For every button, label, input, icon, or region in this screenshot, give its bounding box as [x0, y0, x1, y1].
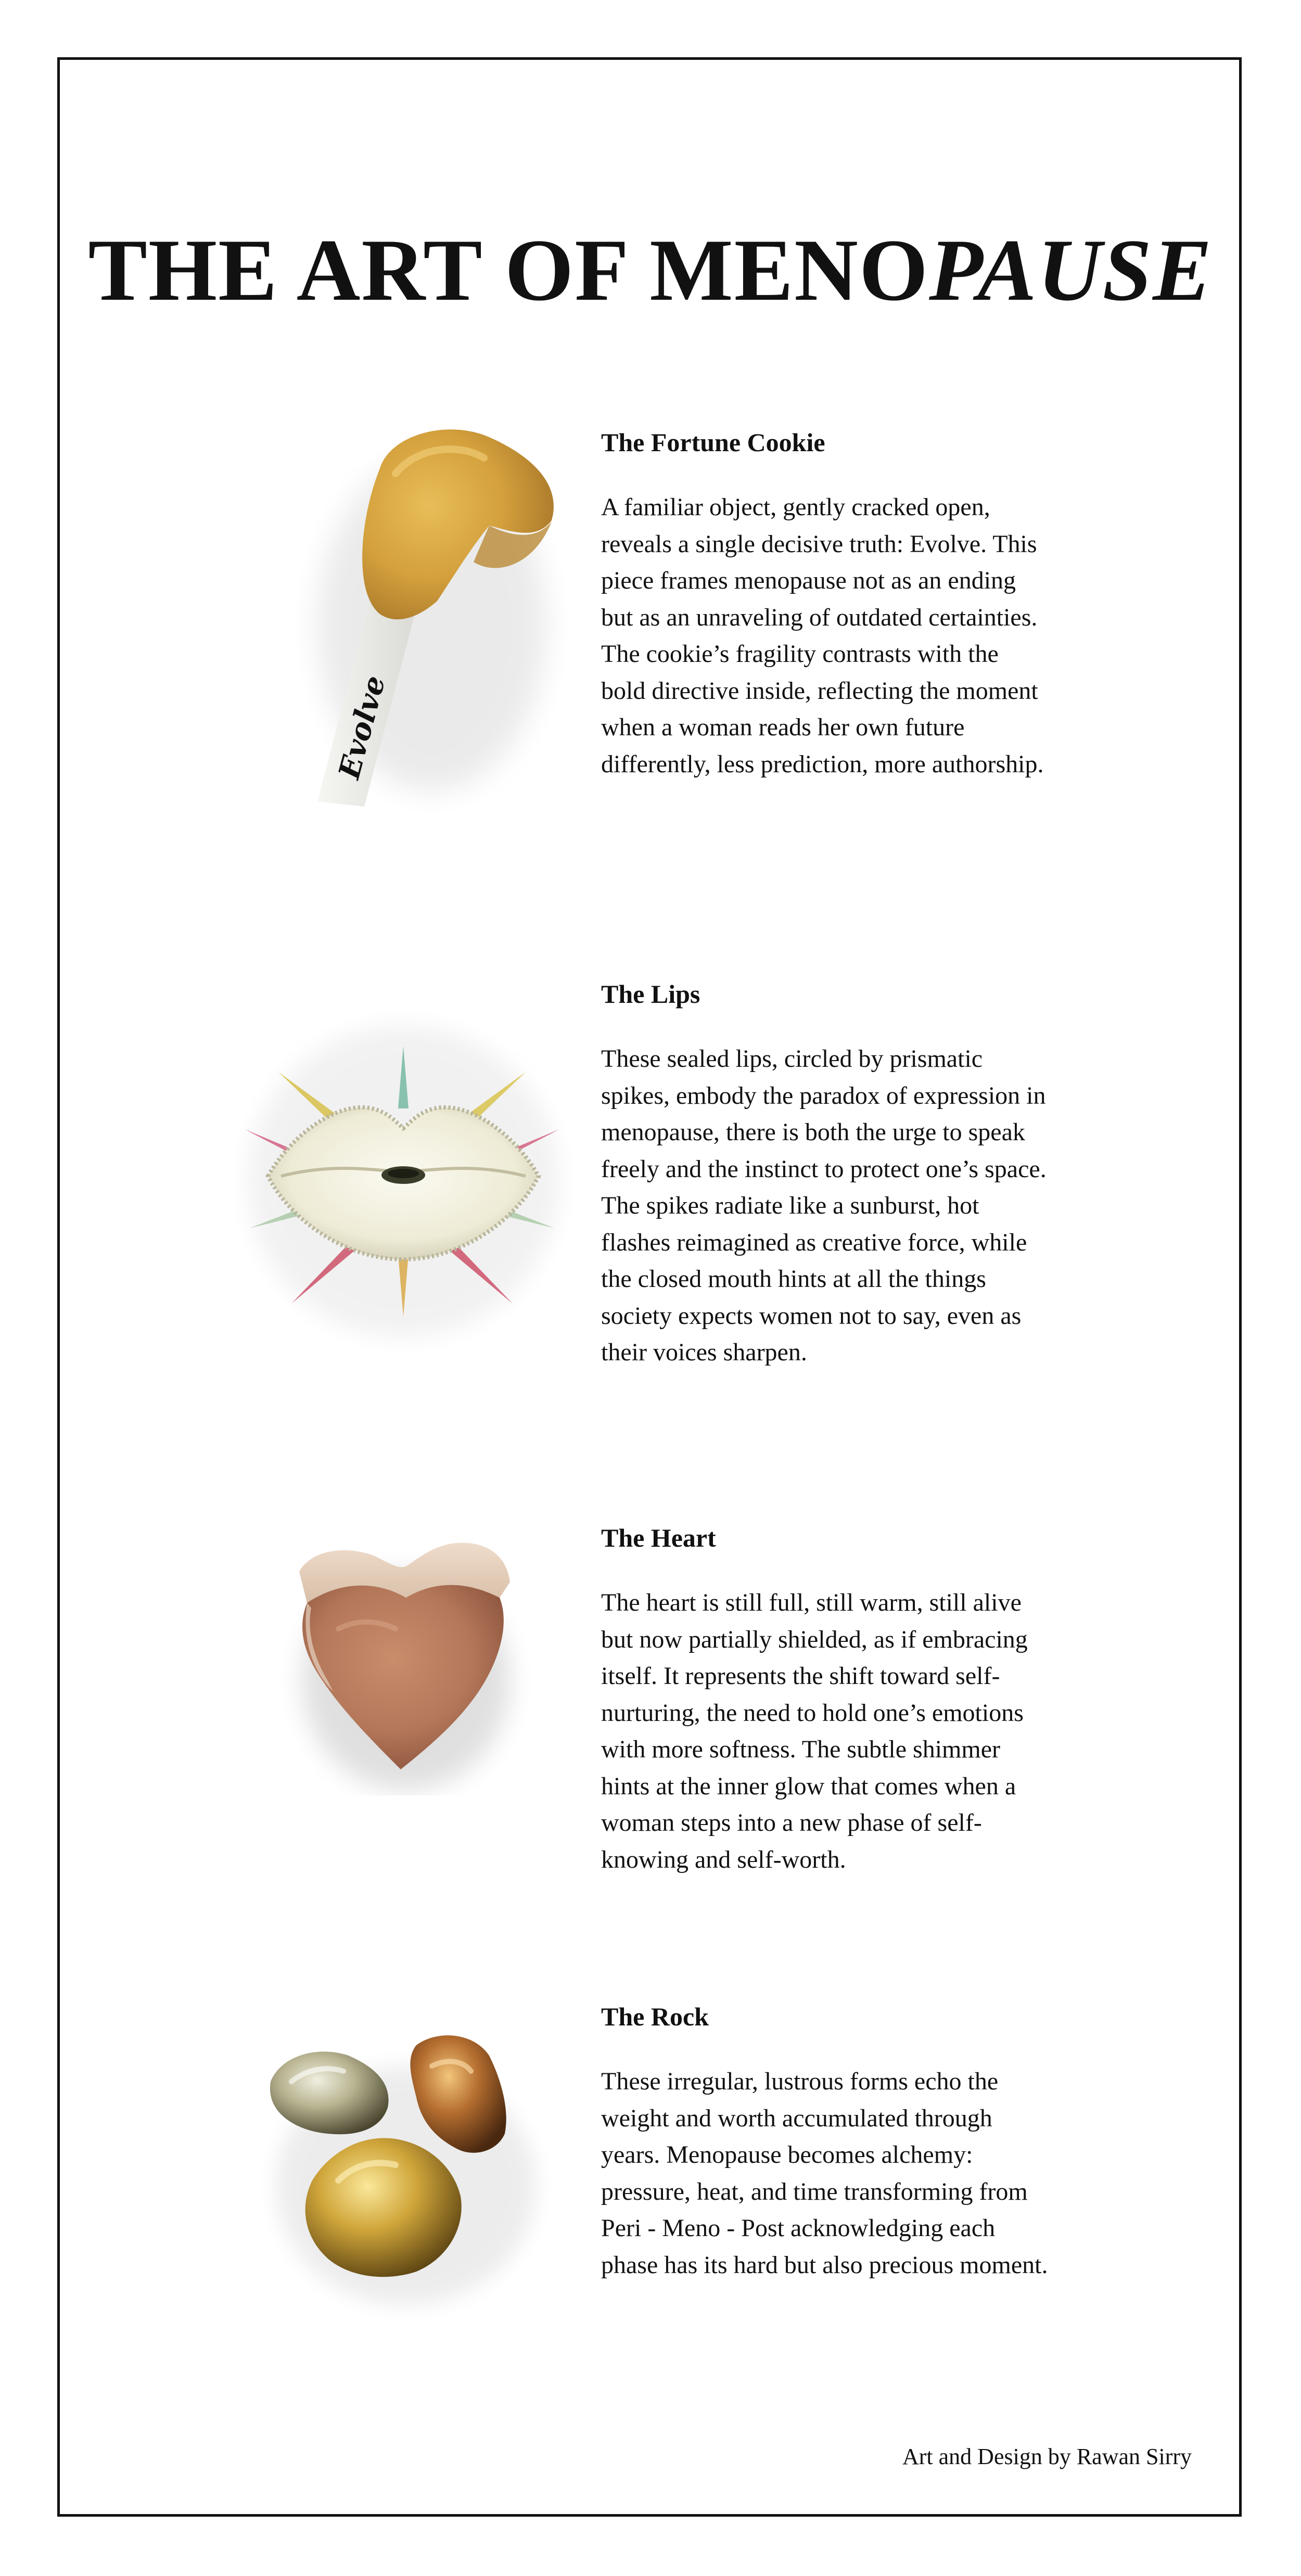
- section-fortune-cookie: [601, 427, 1049, 783]
- title-part-bold-italic: PAUSE: [929, 221, 1213, 319]
- section-heart: [601, 1522, 1049, 1878]
- designer-credit: Art and Design by Rawan Sirry: [902, 2444, 1192, 2469]
- section-body: These irregular, lustrous forms echo the weight and worth accumulated through years. Menopause becomes alchemy: pressure, heat, and time transforming from Peri - Meno - Post acknowledging each phase has its hard but also precious moment.: [601, 2068, 1048, 2279]
- title-part-bold: MENO: [649, 221, 929, 319]
- section-body: The heart is still full, still warm, still alive but now partially shielded, as if embracing itself. It represents the shift toward self-nurturing, the need to hold one’s emotions with more softness. The subtle shimmer hints at the inner glow that comes when a woman steps into a new phase of self-knowing and self-worth.: [601, 1589, 1028, 1873]
- poster-title: [57, 221, 1244, 319]
- title-part-regular: THE ART OF: [88, 221, 650, 319]
- section-heading: The Lips: [601, 979, 700, 1009]
- section-heading: The Rock: [601, 2002, 709, 2031]
- section-rock: [601, 2001, 1049, 2284]
- svg-text:Evolve: Evolve: [331, 672, 392, 783]
- heart-image: [271, 1525, 531, 1795]
- section-heading: The Heart: [601, 1523, 716, 1552]
- section-heading: The Fortune Cookie: [601, 428, 825, 457]
- section-lips: [601, 978, 1049, 1371]
- lips-image: [234, 1004, 572, 1358]
- section-body: These sealed lips, circled by prismatic spikes, embody the paradox of expression in menopause, there is both the urge to speak freely and the instinct to protect one’s space. The spikes radiate like a sunburst, hot flashes reimagined as creative force, while the closed mouth hints at all the things society expects women not to say, even as their voices sharpen.: [601, 1045, 1047, 1366]
- section-body: A familiar object, gently cracked open, reveals a single decisive truth: Evolve. This piece frames menopause not as an ending but as an unraveling of outdated certainties. The cookie’s fragility contrasts with the bold directive inside, reflecting the moment when a woman reads her own future differently, less prediction, more authorship.: [601, 493, 1044, 778]
- fortune-cookie-image: [291, 406, 583, 827]
- rocks-image: [250, 2009, 562, 2321]
